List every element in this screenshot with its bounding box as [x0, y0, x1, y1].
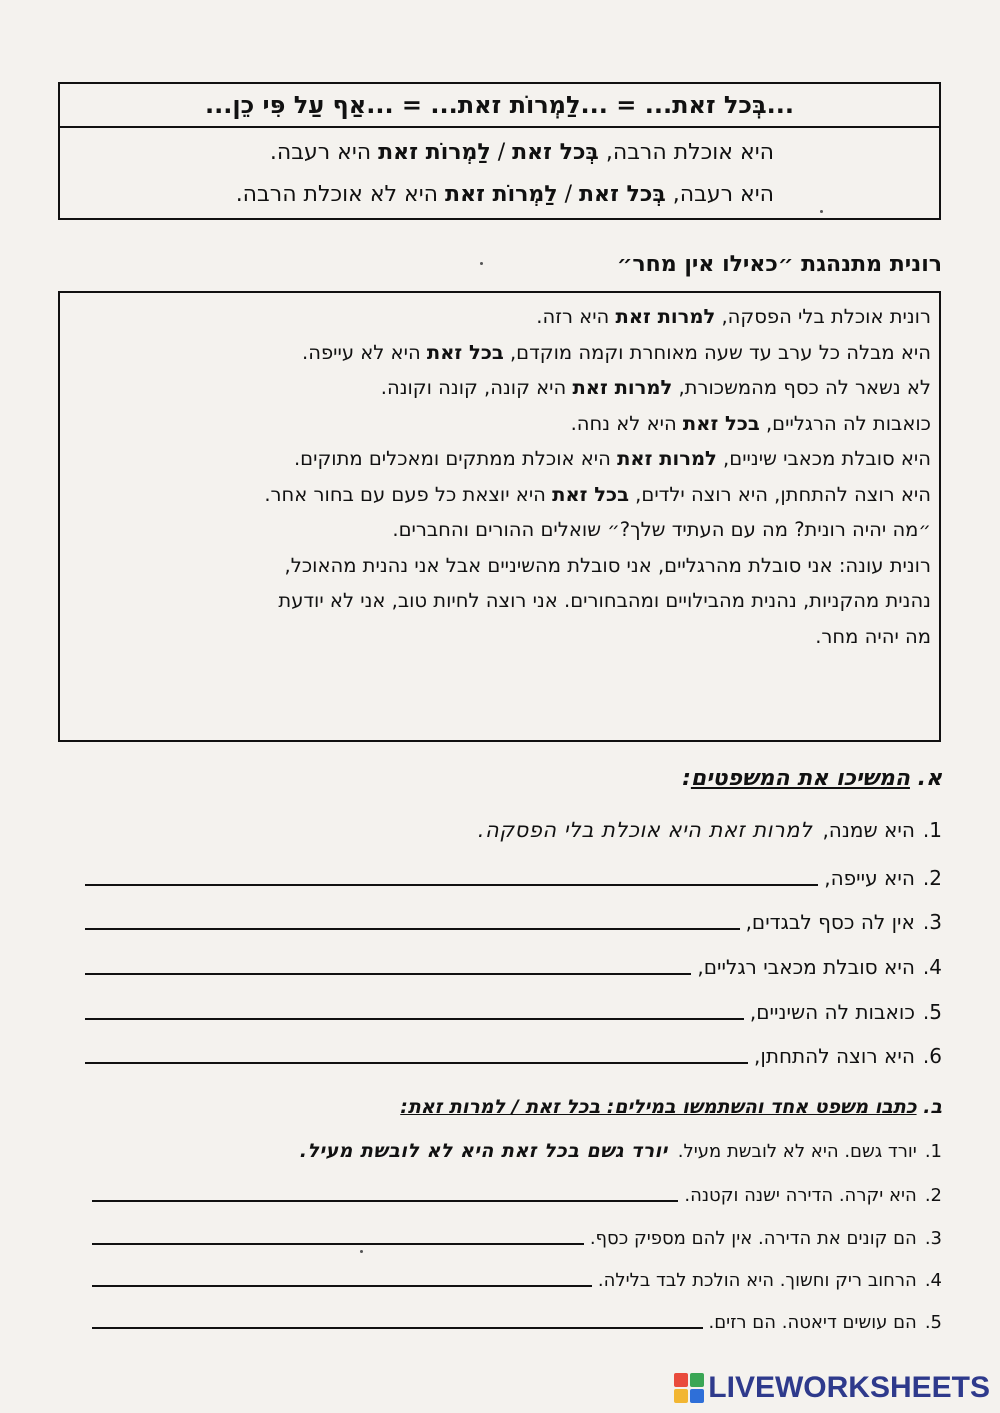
story-line: רונית עונה: אני סובלת מהרגליים, אני סובלת מהשיניים אבל אני נהנית מהאוכל,: [284, 553, 931, 577]
logo-text: LIVEWORKSHEETS: [708, 1371, 990, 1404]
exercise-b-title: ב. כתבו משפט אחד והשתמשו במילים: בכל זאת / למרות זאת:: [400, 1096, 942, 1118]
exercise-b-item: 1. יורד גשם. היא לא לובשת מעיל. יורד גשם בכל זאת היא לא לובשת מעיל.: [299, 1140, 942, 1162]
answer-blank[interactable]: [85, 927, 740, 930]
logo-square: [690, 1373, 704, 1387]
answer-blank[interactable]: [85, 1017, 744, 1020]
story-line: כואבות לה הרגליים, בכל זאת היא לא נחה.: [570, 411, 931, 435]
exercise-b-item: 2. היא יקרה. הדירה ישנה וקטנה.: [92, 1185, 942, 1206]
answer-blank[interactable]: [92, 1284, 592, 1287]
grammar-example-1: היא אוכלת הרבה, בְּכל זאת / לַמְרוֹת זאת היא רעבה.: [269, 140, 774, 165]
answer-blank[interactable]: [92, 1326, 703, 1329]
exercise-a-item: 6. היא רוצה להתחתן,: [85, 1044, 942, 1068]
logo-square: [674, 1389, 688, 1403]
answer-blank[interactable]: [85, 1061, 748, 1064]
logo-square: [690, 1389, 704, 1403]
story-box: [58, 291, 941, 742]
answer-text[interactable]: למרות זאת היא אוכלת בלי הפסקה.: [477, 818, 813, 842]
exercise-a-title: א. המשיכו את המשפטים:: [682, 766, 942, 791]
exercise-a-item: 2. היא עייפה,: [85, 866, 942, 890]
exercise-a-item: 1. היא שמנה, למרות זאת היא אוכלת בלי הפסקה.: [477, 818, 942, 842]
exercise-a-item: 3. אין לה כסף לבגדים,: [85, 910, 942, 934]
grammar-example-2: היא רעבה, בְּכל זאת / לַמְרוֹת זאת היא לא אוכלת הרבה.: [235, 182, 774, 207]
answer-blank[interactable]: [92, 1242, 584, 1245]
exercise-a-item: 4. היא סובלת מכאבי רגליים,: [85, 955, 942, 979]
scan-speck: [480, 262, 483, 265]
scan-speck: [360, 1250, 363, 1253]
story-line: היא מבלה כל ערב עד שעה מאוחרת וקמה מוקדם, בכל זאת היא לא עייפה.: [302, 340, 931, 364]
story-line: היא סובלת מכאבי שיניים, למרות זאת היא אוכלת ממתקים ומאכלים מתוקים.: [293, 447, 931, 470]
story-title: רונית מתנהגת ״כאילו אין מחר״: [616, 252, 942, 277]
story-line: רונית אוכלת בלי הפסקה, למרות זאת היא רזה.: [536, 305, 931, 328]
answer-blank[interactable]: [92, 1199, 678, 1202]
story-line: מה יהיה מחר.: [815, 624, 931, 648]
logo-icon: [674, 1373, 704, 1403]
exercise-b-item: 3. הם קונים את הדירה. אין להם מספיק כסף.: [92, 1228, 942, 1249]
grammar-box: [58, 82, 941, 220]
grammar-box-header: ...בְּכל זאת... = ...לַמְרוֹת זאת... = ...אַף עַל פִּי כֵן...: [60, 84, 939, 128]
story-line: היא רוצה להתחתן, היא רוצה ילדים, בכל זאת היא יוצאת כל פעם עם בחור אחר.: [264, 482, 931, 506]
scan-speck: [820, 210, 823, 213]
answer-blank[interactable]: [85, 883, 818, 886]
answer-text[interactable]: יורד גשם בכל זאת היא לא לובשת מעיל.: [299, 1140, 668, 1162]
story-line: לא נשאר לה כסף מהמשכורת, למרות זאת היא קונה, קונה וקונה.: [380, 376, 931, 399]
exercise-a-item: 5. כואבות לה השיניים,: [85, 1000, 942, 1024]
exercise-b-item: 5. הם עושים דיאטה. הם רזים.: [92, 1312, 942, 1333]
story-line: ״מה יהיה רונית? מה עם העתיד שלך?״ שואלים ההורים והחברים.: [392, 518, 931, 541]
liveworksheets-logo: [674, 1371, 990, 1405]
answer-blank[interactable]: [85, 972, 691, 975]
logo-square: [674, 1373, 688, 1387]
story-line: נהנית מהקניות, נהנית מהבילויים ומהבחורים. אני רוצה לחיות טוב, אני לא יודעת: [278, 589, 931, 612]
exercise-b-item: 4. הרחוב ריק וחשוך. היא הולכת לבד בלילה.: [92, 1270, 942, 1291]
